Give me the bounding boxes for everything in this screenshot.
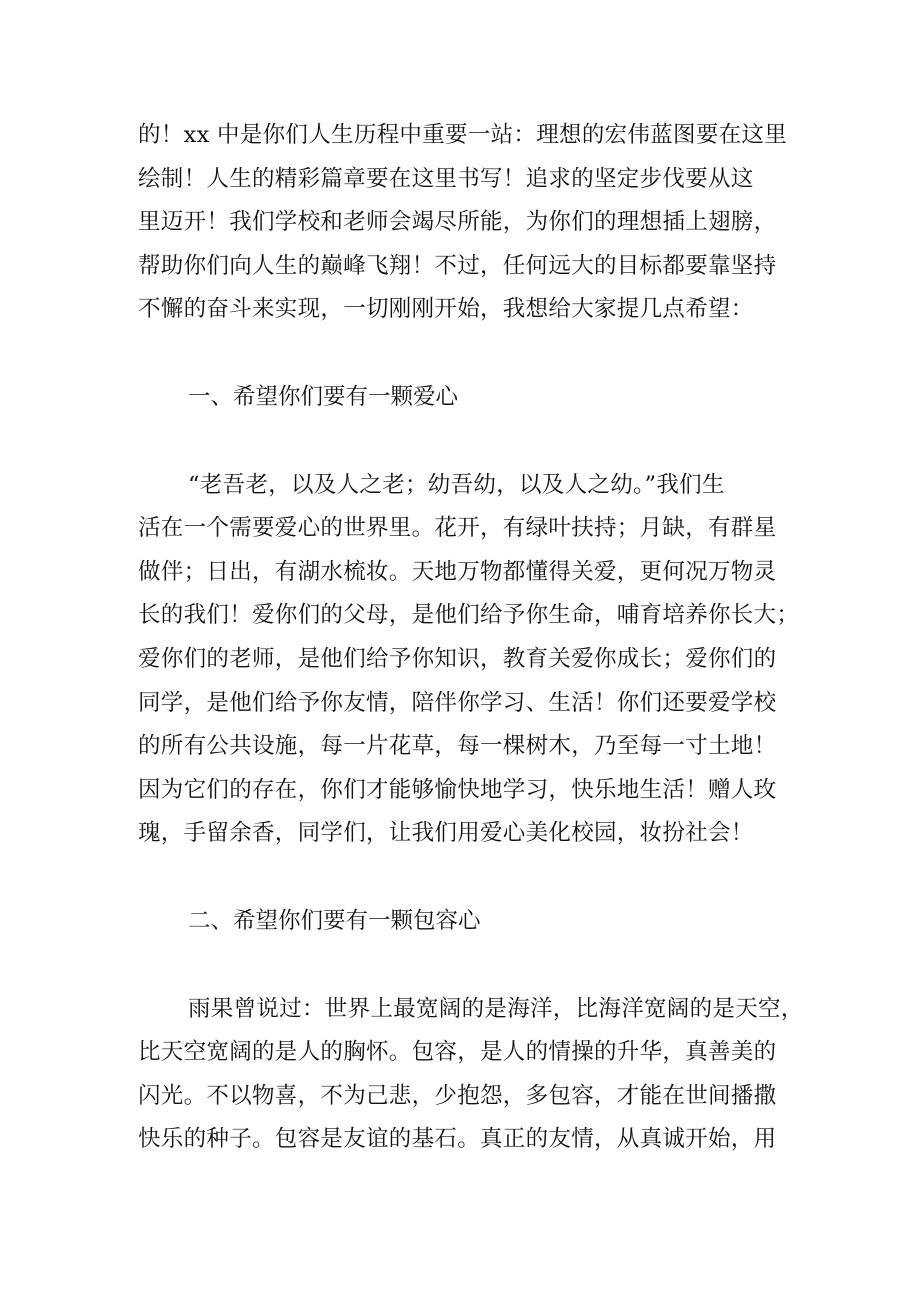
- paragraph-love: [138, 464, 800, 856]
- text-line: 比天空宽阔的是人的胸怀。包容，是人的情操的升华，真善美的: [138, 1039, 777, 1066]
- paragraph-tolerance: [138, 988, 804, 1162]
- paragraph-gap: [138, 420, 788, 464]
- text-line: 长的我们！爱你们的父母，是他们给予你生命，哺育培养你长大；: [138, 602, 800, 629]
- text-line: 绘制！人生的精彩篇章要在这里书写！追求的坚定步伐要从这: [138, 165, 754, 192]
- text-line: 因为它们的存在，你们才能够愉快地学习，快乐地生活！赠人玫: [138, 776, 777, 803]
- text-line: 快乐的种子。包容是友谊的基石。真正的友情，从真诚开始，用: [138, 1126, 777, 1153]
- paragraph-intro-continued: [138, 114, 788, 332]
- text-line: 不懈的奋斗来实现，一切刚刚开始，我想给大家提几点希望：: [138, 296, 754, 323]
- text-line: 同学，是他们给予你友情，陪伴你学习、生活！你们还要爱学校: [138, 689, 777, 716]
- paragraph-gap: [138, 944, 788, 988]
- text-line: “老吾老，以及人之老；幼吾幼，以及人之幼。”我们生: [188, 471, 725, 498]
- text-line: 爱你们的老师，是他们给予你知识，教育关爱你成长；爱你们的: [138, 645, 777, 672]
- text-line: 瑰，手留余香，同学们，让我们用爱心美化校园，妆扮社会！: [138, 820, 754, 847]
- section-heading-love: 一、希望你们要有一颗爱心: [188, 383, 459, 410]
- text-line: 闪光。不以物喜，不为己悲，少抱怨，多包容，才能在世间播撒: [138, 1082, 777, 1109]
- text-line: 活在一个需要爱心的世界里。花开，有绿叶扶持；月缺，有群星: [138, 515, 777, 542]
- paragraph-gap: [138, 856, 788, 900]
- text-line: 的所有公共设施，每一片花草，每一棵树木，乃至每一寸土地！: [138, 733, 777, 760]
- paragraph-gap: [138, 332, 788, 376]
- text-line: 雨果曾说过：世界上最宽阔的是海洋，比海洋宽阔的是天空，: [188, 995, 804, 1022]
- text-line: 里迈开！我们学校和老师会竭尽所能，为你们的理想插上翅膀，: [138, 209, 777, 236]
- document-body: [138, 114, 804, 1162]
- section-heading-tolerance: 二、希望你们要有一颗包容心: [188, 907, 481, 934]
- text-line: 做伴；日出，有湖水梳妆。天地万物都懂得关爱，更何况万物灵: [138, 558, 777, 585]
- text-line: 帮助你们向人生的巅峰飞翔！不过，任何远大的目标都要靠坚持: [138, 252, 777, 279]
- text-line: 的！xx 中是你们人生历程中重要一站：理想的宏伟蓝图要在这里: [138, 122, 788, 148]
